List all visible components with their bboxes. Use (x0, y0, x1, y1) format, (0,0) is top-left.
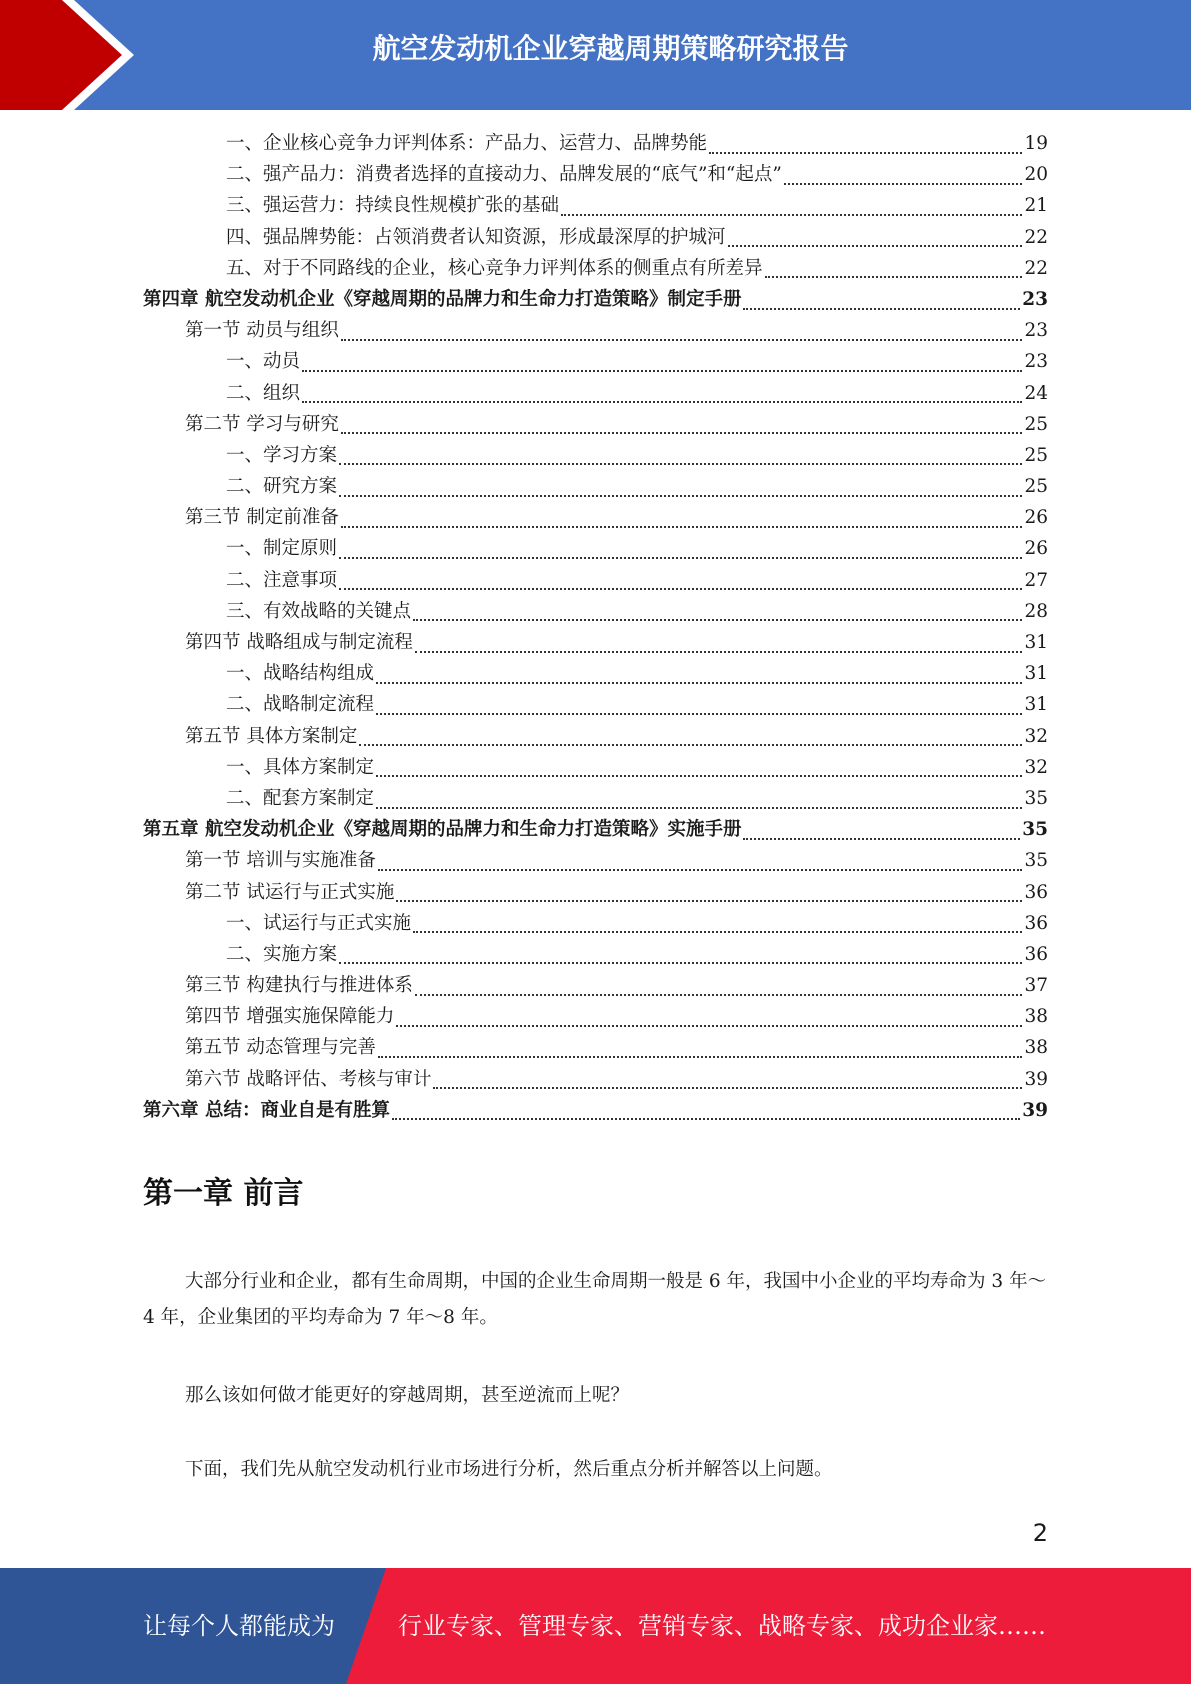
toc-page-number: 35 (1024, 787, 1048, 809)
toc-dot-leader (415, 651, 1023, 653)
toc-dot-leader (561, 214, 1022, 216)
toc-dot-leader (339, 588, 1022, 590)
toc-entry-text: 第四节 战略组成与制定流程 (185, 632, 413, 653)
toc-dot-leader (415, 994, 1023, 996)
toc-dot-leader (339, 962, 1022, 964)
toc-entry[interactable] (143, 908, 1048, 939)
toc-dot-leader (396, 900, 1022, 902)
report-title: 航空发动机企业穿越周期策略研究报告 (372, 32, 849, 65)
toc-page-number: 31 (1024, 632, 1048, 653)
toc-entry-text: 第二节 学习与研究 (185, 413, 339, 435)
toc-entry-text: 三、强运营力：持续良性规模扩张的基础 (226, 195, 560, 217)
toc-dot-leader (433, 1087, 1022, 1089)
toc-entry-text: 第五节 动态管理与完善 (185, 1037, 376, 1059)
toc-entry[interactable] (143, 939, 1048, 970)
toc-page-number: 20 (1024, 164, 1048, 186)
toc-entry-text: 一、学习方案 (226, 444, 338, 466)
toc-page-number: 28 (1024, 600, 1048, 622)
footer-slogan-right: 行业专家、管理专家、营销专家、战略专家、成功企业家…… (398, 1612, 1046, 1640)
toc-entry-text: 第五节 具体方案制定 (185, 725, 358, 747)
toc-entry[interactable] (143, 533, 1048, 564)
toc-entry[interactable] (143, 1095, 1048, 1126)
toc-entry-text: 第一节 培训与实施准备 (185, 850, 376, 872)
page-footer (0, 1568, 1191, 1684)
toc-entry-text: 二、强产品力：消费者选择的直接动力、品牌发展的“底气”和“起点” (226, 164, 782, 186)
toc-dot-leader (784, 183, 1023, 185)
toc-entry[interactable] (143, 471, 1048, 502)
toc-page-number: 36 (1024, 881, 1048, 903)
toc-entry[interactable] (143, 783, 1048, 814)
toc-dot-leader (413, 619, 1022, 621)
toc-entry[interactable] (143, 378, 1048, 409)
toc-entry[interactable] (143, 627, 1048, 658)
toc-entry-text: 第二节 试运行与正式实施 (185, 881, 395, 903)
toc-page-number: 25 (1024, 444, 1048, 466)
toc-entry[interactable] (143, 502, 1048, 533)
toc-dot-leader (339, 463, 1022, 465)
toc-entry-text: 三、有效战略的关键点 (226, 600, 412, 622)
toc-dot-leader (339, 495, 1022, 497)
toc-dot-leader (302, 401, 1022, 403)
toc-entry-text: 一、制定原则 (226, 538, 338, 560)
toc-entry[interactable] (143, 253, 1048, 284)
paragraph: 那么该如何做才能更好的穿越周期，甚至逆流而上呢？ (185, 1385, 630, 1406)
toc-entry[interactable] (143, 222, 1048, 253)
toc-entry[interactable] (143, 346, 1048, 377)
toc-entry[interactable] (143, 658, 1048, 689)
toc-entry[interactable] (143, 596, 1048, 627)
toc-entry-text: 第三节 制定前准备 (185, 507, 339, 529)
toc-entry-text: 一、动员 (226, 351, 301, 373)
toc-page-number: 24 (1024, 382, 1048, 404)
toc-entry-text: 二、战略制定流程 (226, 694, 375, 716)
toc-dot-leader (341, 339, 1023, 341)
toc-page-number: 25 (1024, 476, 1048, 498)
toc-page-number: 32 (1024, 725, 1048, 747)
table-of-contents (143, 128, 1048, 1126)
toc-page-number: 27 (1024, 569, 1048, 591)
toc-entry[interactable] (143, 315, 1048, 346)
toc-dot-leader (302, 370, 1022, 372)
chapter-title: 第一章 前言 (143, 1176, 304, 1211)
toc-entry-text: 第五章 航空发动机企业《穿越周期的品牌力和生命力打造策略》实施手册 (143, 819, 742, 841)
toc-entry-text: 第四章 航空发动机企业《穿越周期的品牌力和生命力打造策略》制定手册 (143, 288, 742, 310)
toc-entry-text: 第三节 构建执行与推进体系 (185, 975, 413, 997)
toc-page-number: 21 (1024, 195, 1048, 217)
toc-dot-leader (341, 432, 1023, 434)
toc-page-number: 23 (1022, 288, 1048, 310)
toc-page-number: 23 (1024, 320, 1048, 342)
toc-entry-text: 二、组织 (226, 382, 301, 404)
toc-page-number: 35 (1024, 850, 1048, 872)
toc-dot-leader (376, 682, 1022, 684)
toc-entry-text: 二、研究方案 (226, 476, 338, 498)
toc-dot-leader (376, 775, 1022, 777)
toc-entry-text: 一、具体方案制定 (226, 756, 375, 778)
toc-entry-text: 二、实施方案 (226, 943, 338, 965)
toc-entry[interactable] (143, 190, 1048, 221)
toc-page-number: 37 (1024, 975, 1048, 997)
toc-dot-leader (743, 308, 1020, 310)
toc-entry[interactable] (143, 721, 1048, 752)
toc-entry[interactable] (143, 970, 1048, 1001)
toc-dot-leader (378, 869, 1023, 871)
toc-entry[interactable] (143, 752, 1048, 783)
toc-dot-leader (728, 245, 1023, 247)
toc-page-number: 23 (1024, 351, 1048, 373)
toc-dot-leader (339, 557, 1022, 559)
toc-dot-leader (765, 276, 1023, 278)
toc-entry[interactable] (143, 128, 1048, 159)
toc-dot-leader (376, 807, 1022, 809)
toc-dot-leader (341, 526, 1023, 528)
toc-entry-text: 第四节 增强实施保障能力 (185, 1006, 395, 1028)
toc-page-number: 26 (1024, 507, 1048, 529)
toc-page-number: 35 (1022, 819, 1048, 841)
toc-dot-leader (376, 713, 1022, 715)
toc-dot-leader (359, 744, 1022, 746)
footer-slogan-left: 让每个人都能成为 (143, 1612, 335, 1640)
toc-entry[interactable] (143, 877, 1048, 908)
paragraph: 下面，我们先从航空发动机行业市场进行分析，然后重点分析并解答以上问题。 (185, 1459, 833, 1480)
toc-page-number: 36 (1024, 943, 1048, 965)
toc-entry-text: 四、强品牌势能：占领消费者认知资源，形成最深厚的护城河 (226, 226, 726, 248)
toc-entry-text: 第六章 总结：商业自是有胜算 (143, 1099, 390, 1121)
toc-entry[interactable] (143, 1001, 1048, 1032)
toc-page-number: 19 (1024, 133, 1048, 154)
toc-entry-text: 二、配套方案制定 (226, 787, 375, 809)
toc-dot-leader (378, 1056, 1023, 1058)
toc-entry[interactable] (143, 1064, 1048, 1095)
toc-entry-text: 一、战略结构组成 (226, 663, 375, 685)
toc-entry[interactable] (143, 159, 1048, 190)
toc-entry-text: 一、企业核心竞争力评判体系：产品力、运营力、品牌势能 (226, 133, 708, 154)
toc-dot-leader (743, 838, 1020, 840)
toc-page-number: 39 (1024, 1068, 1048, 1090)
toc-page-number: 22 (1024, 226, 1048, 248)
page-header (0, 0, 1191, 110)
toc-entry-text: 五、对于不同路线的企业，核心竞争力评判体系的侧重点有所差异 (226, 257, 763, 279)
toc-entry-text: 第一节 动员与组织 (185, 320, 339, 342)
toc-page-number: 36 (1024, 912, 1048, 934)
toc-entry[interactable] (143, 845, 1048, 876)
toc-page-number: 25 (1024, 413, 1048, 435)
page-number: 2 (1032, 1519, 1048, 1547)
toc-dot-leader (709, 152, 1022, 154)
toc-page-number: 32 (1024, 756, 1048, 778)
toc-dot-leader (413, 931, 1022, 933)
toc-dot-leader (392, 1118, 1020, 1120)
toc-page-number: 38 (1024, 1037, 1048, 1059)
toc-page-number: 38 (1024, 1006, 1048, 1028)
toc-page-number: 31 (1024, 694, 1048, 716)
toc-entry[interactable] (143, 440, 1048, 471)
toc-dot-leader (396, 1025, 1022, 1027)
toc-entry-text: 第六节 战略评估、考核与审计 (185, 1068, 432, 1090)
toc-page-number: 39 (1022, 1099, 1048, 1121)
toc-page-number: 22 (1024, 257, 1048, 279)
toc-entry-text: 二、注意事项 (226, 569, 338, 591)
toc-entry[interactable] (143, 409, 1048, 440)
toc-entry[interactable] (143, 565, 1048, 596)
toc-page-number: 31 (1024, 663, 1048, 685)
toc-entry[interactable] (143, 284, 1048, 315)
toc-page-number: 26 (1024, 538, 1048, 560)
toc-entry[interactable] (143, 814, 1048, 845)
paragraph: 大部分行业和企业，都有生命周期，中国的企业生命周期一般是 6 年，我国中小企业的平均寿命为 3 年～4 年，企业集团的平均寿命为 7 年～8 年。 (143, 1271, 1047, 1328)
toc-entry-text: 一、试运行与正式实施 (226, 912, 412, 934)
toc-entry[interactable] (143, 689, 1048, 720)
toc-entry[interactable] (143, 1032, 1048, 1063)
